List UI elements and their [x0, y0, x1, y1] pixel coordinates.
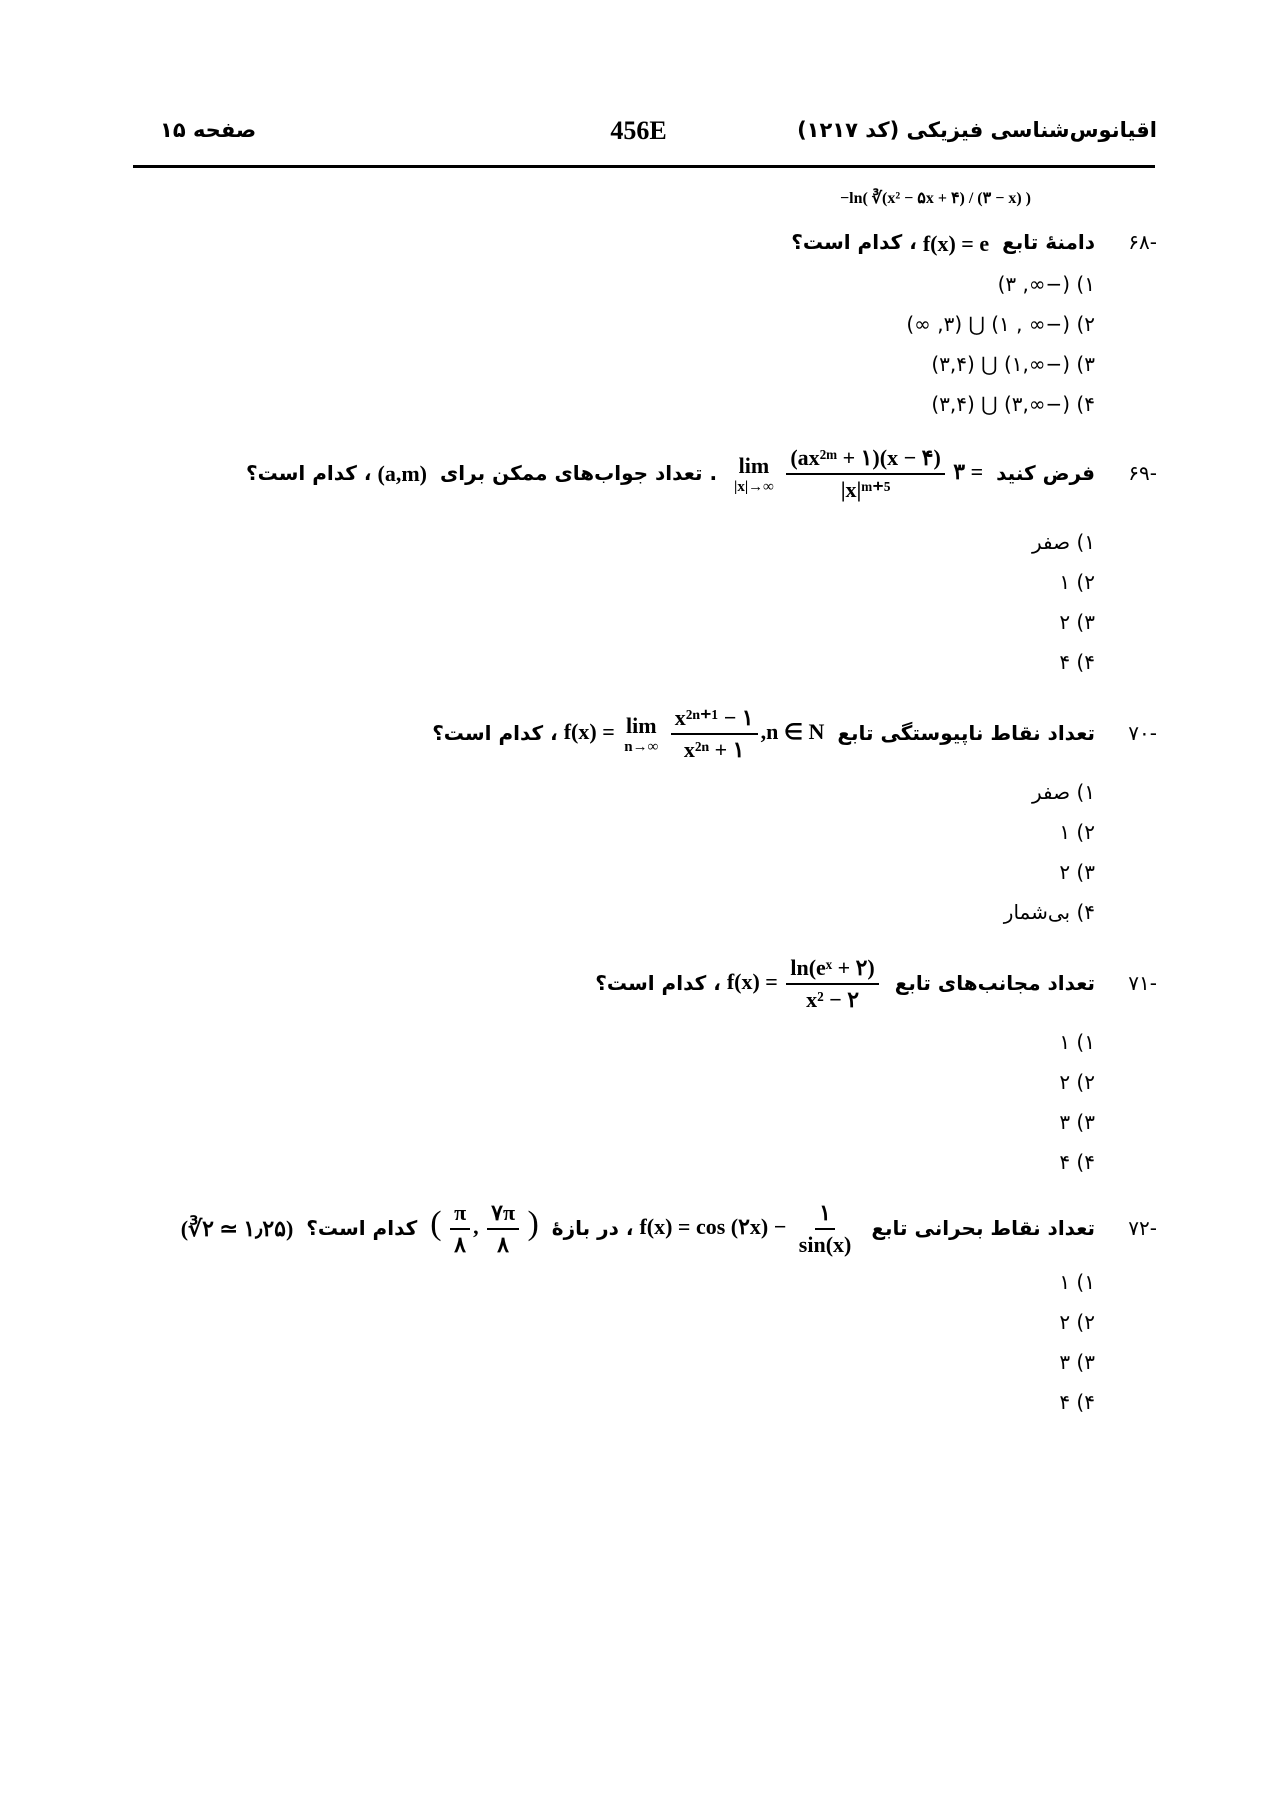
q72-option-2: ۲) ۲: [1059, 1310, 1095, 1334]
q72-option-3: ۳) ۳: [1059, 1350, 1095, 1374]
q69-option-4: ۴) ۴: [1059, 650, 1095, 674]
question-number: -۶۸: [1128, 230, 1157, 254]
q70-option-2: ۲) ۱: [1059, 820, 1095, 844]
q70-option-1: ۱) صفر: [1031, 780, 1095, 804]
pair-am: (a,m): [377, 461, 427, 486]
question-text: دامنهٔ تابع: [1002, 230, 1096, 254]
q71-option-4: ۴) ۴: [1059, 1150, 1095, 1174]
q68-option-4: ۴) (−∞,۳) ⋃ (۳,۴): [931, 392, 1095, 416]
question-formula: f(x) = cos (۲x) − $\frac{۱}{\sin(x)}$: [639, 1200, 858, 1258]
q71-option-1: ۱) ۱: [1059, 1030, 1095, 1054]
question-text: تعداد نقاط بحرانی تابع: [871, 1215, 1096, 1240]
q68-option-3: ۳) (−∞,۱) ⋃ (۳,۴): [931, 352, 1095, 376]
q70-option-4: ۴) بی‌شمار: [1003, 900, 1095, 924]
fraction: $\frac{\text{ln(eˣ + ۲)}}{\text{x² − ۲}}$: [786, 955, 878, 1013]
fraction: $\frac{\text{(ax²ᵐ + ۱)(x − ۴)}}{\text{|x|ᵐ⁺⁵}}$: [786, 445, 944, 503]
limit: lim n→∞: [624, 712, 659, 755]
limit: lim |x|→∞: [734, 452, 774, 495]
q72-option-1: ۱) ۱: [1059, 1270, 1095, 1294]
q69-option-3: ۳) ۲: [1059, 610, 1095, 634]
question-text-mid: . تعداد جواب‌های ممکن برای: [439, 460, 718, 485]
question-text-end: ، کدام است؟: [791, 230, 917, 254]
question-68: [791, 230, 1157, 257]
q70-option-3: ۳) ۲: [1059, 860, 1095, 884]
question-formula: f(x) = lim n→∞ $\frac{\text{x²ⁿ⁺¹ − ۱}}{\text{x²ⁿ + ۱}}$ ,n ∈ N: [563, 705, 825, 762]
q72-option-4: ۴) ۴: [1059, 1390, 1095, 1414]
q68-option-2: ۲) (−∞ , ۱) ⋃ (۳, ∞): [906, 312, 1095, 336]
question-text-end: کدام است؟: [306, 1215, 418, 1240]
fraction: $\frac{۱}{\sin(x)}$: [798, 1200, 852, 1257]
page-number: صفحه ۱۵: [160, 118, 257, 142]
question-formula: lim |x|→∞ $\frac{\text{(ax²ᵐ + ۱)(x − ۴)}}{\text{|x|ᵐ⁺⁵}}$ ۳ =: [734, 445, 984, 502]
fraction: $\frac{\text{x²ⁿ⁺¹ − ۱}}{\text{x²ⁿ + ۱}}$: [671, 705, 758, 763]
interval: ( $\frac{\pi}{۸}$ , $\frac{۷\pi}{۸}$ ): [430, 1200, 539, 1257]
question-text: تعداد مجانب‌های تابع: [894, 970, 1096, 995]
q71-option-2: ۲) ۲: [1059, 1070, 1095, 1094]
question-number: -۷۱: [1128, 970, 1157, 995]
question-69: [246, 445, 1157, 503]
q71-option-3: ۳) ۳: [1059, 1110, 1095, 1134]
question-72: [175, 1200, 1157, 1258]
cube-root-hint: (∛۲ ≃ ۱٫۲۵): [180, 1216, 294, 1241]
question-text: تعداد نقاط ناپیوستگی تابع: [837, 720, 1096, 745]
booklet-code: 456E: [610, 116, 667, 145]
question-number: -۷۲: [1128, 1215, 1157, 1240]
question-formula: f(x) = $\frac{\text{ln(eˣ + ۲)}}{\text{x² − ۲}}$: [727, 955, 882, 1013]
q69-option-1: ۱) صفر: [1031, 530, 1095, 554]
question-text-end: ، کدام است؟: [245, 460, 372, 485]
question-70: [432, 705, 1157, 763]
q69-option-2: ۲) ۱: [1059, 570, 1095, 594]
header-rule: [133, 165, 1155, 168]
question-text-end: ، کدام است؟: [595, 970, 721, 995]
question-71: [595, 955, 1157, 1013]
question-number: -۶۹: [1128, 460, 1157, 485]
question-text-end: ، کدام است؟: [432, 720, 558, 745]
question-text: فرض کنید: [996, 460, 1096, 485]
q68-exponent: −ln( ∛(x² − ۵x + ۴) / (۳ − x) ): [840, 190, 1031, 207]
question-formula: f(x) = e: [922, 230, 990, 256]
question-text-mid: ، در بازهٔ: [551, 1215, 634, 1240]
q68-option-1: ۱) (−∞, ۳): [997, 272, 1095, 296]
exam-subject-title: اقیانوس‌شناسی فیزیکی (کد ۱۲۱۷): [797, 118, 1157, 142]
question-number: -۷۰: [1128, 720, 1157, 745]
